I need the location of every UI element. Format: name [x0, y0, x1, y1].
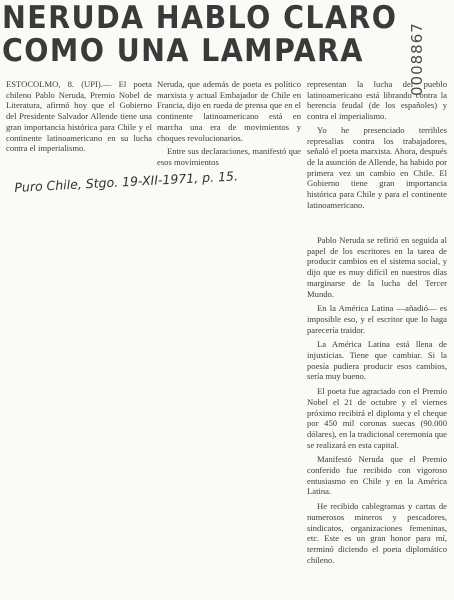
article-column-3: [307, 79, 447, 213]
article-column-3-continued: [307, 235, 447, 569]
paragraph: Manifestó Neruda que el Premio conferido fue recibido con vigoroso entusiasmo en Chile y en la América Latina.: [307, 454, 447, 497]
headline-line-1: NERUDA HABLO CLARO: [2, 0, 398, 36]
handwritten-source-note: Puro Chile, Stgo. 19-XII-1971, p. 15.: [14, 168, 239, 195]
paragraph: En la América Latina —añadió— es imposible eso, y el escritor que lo haga parecería traidor.: [307, 303, 447, 335]
article-column-1: [6, 79, 152, 157]
paragraph: Yo he presenciado terribles represalias contra los trabajadores, señaló el poeta marxista. Ahora, después de la asunción de Allende, ha habido por primera vez un cambio en Chile. El Gobierno tiene gran importancia histórica para Chile y para el continente latinoamericano.: [307, 124, 447, 210]
paragraph: Neruda, que además de poeta es político marxista y actual Embajador de Chile en Francia, dijo en rueda de prensa que en el continente latinoamericano está en marcha una era de movimientos y choques revolucionarios.: [157, 79, 301, 143]
paragraph: Pablo Neruda se refirió en seguida al papel de los escritores en la tarea de producir cambios en el sistema social, y dijo que es muy difícil en nuestros días marginarse de la lucha del Tercer Mundo.: [307, 235, 447, 299]
paragraph: ESTOCOLMO, 8. (UPI).— El poeta chileno Pablo Neruda, Premio Nobel de Literatura, afirmó hoy que el Gobierno del Presidente Salvador Allende tiene una gran importancia histórica para Chile y el continente latinoamericano en su lucha contra el imperialismo.: [6, 79, 152, 154]
archive-stamp-number: 0008867: [408, 22, 426, 96]
paragraph: Entre sus declaraciones, manifestó que esos movimientos: [157, 146, 301, 167]
paragraph: representan la lucha del pueblo latinoamericano está librando contra la herencia feudal (de los españoles) y contra el imperialismo.: [307, 79, 447, 122]
paragraph: El poeta fue agraciado con el Premio Nobel el 21 de octubre y el viernes próximo recibirá el diploma y el cheque por 450 mil coronas suecas (90.000 dólares), en la tradicional ceremonia que se realizará en esta capital.: [307, 386, 447, 450]
paragraph: He recibido cablegramas y cartas de numerosos mineros y pescadores, sindicatos, organizaciones femeninas, etc. Este es un gran honor para mí, terminó diciendo el poeta diplomático chileno.: [307, 501, 447, 565]
headline: [2, 0, 398, 69]
paragraph: La América Latina está llena de injusticias. Tiene que cambiar. Si la poesía pudiera producir esos cambios, sería muy bueno.: [307, 339, 447, 382]
headline-line-2: COMO UNA LAMPARA: [2, 33, 364, 69]
article-column-2: [157, 79, 301, 171]
